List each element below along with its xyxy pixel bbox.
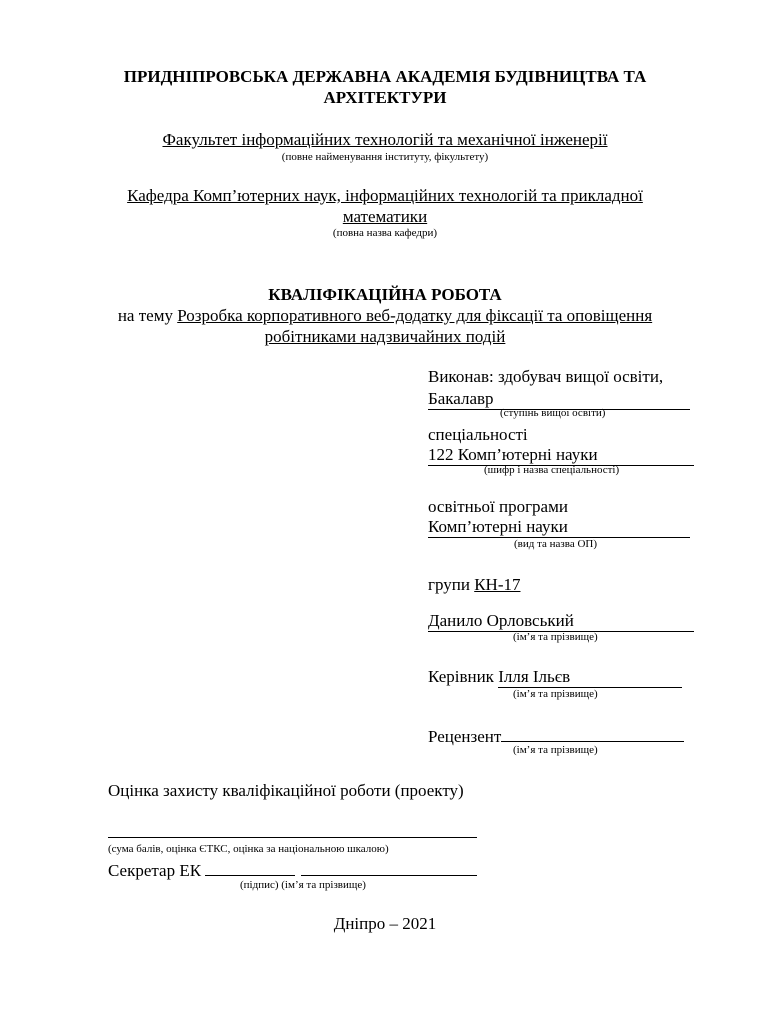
faculty-caption: (повне найменування інституту, фікультету) xyxy=(281,151,489,163)
supervisor-label: Керівник xyxy=(428,667,499,686)
work-topic-line1 xyxy=(0,305,770,326)
degree-caption: (ступінь вищої освіти) xyxy=(500,407,606,419)
secretary-name-blank xyxy=(301,857,477,876)
department-name-line2: математики xyxy=(342,207,428,226)
secretary-signature-blank xyxy=(205,857,295,876)
performed-label: Виконав: здобувач вищої освіти, xyxy=(428,367,664,386)
program-label: освітньої програми xyxy=(428,497,568,516)
program-caption: (вид та назва ОП) xyxy=(514,538,598,550)
topic-prefix: на тему xyxy=(117,306,178,325)
supervisor-line xyxy=(428,666,682,688)
reviewer-blank xyxy=(501,722,684,742)
department-caption: (повна назва кафедри) xyxy=(332,227,438,239)
specialty-caption: (шифр і назва спеціальності) xyxy=(484,464,620,476)
secretary-caption: (підпис) (ім’я та прізвище) xyxy=(240,879,366,891)
reviewer-caption: (ім’я та прізвище) xyxy=(513,744,598,756)
supervisor-caption: (ім’я та прізвище) xyxy=(513,688,598,700)
faculty-name: Факультет інформаційних технологій та механічної інженерії xyxy=(162,130,608,149)
work-title: КВАЛІФІКАЦІЙНА РОБОТА xyxy=(268,285,502,304)
work-topic-line2: робітниками надзвичайних подій xyxy=(264,327,506,346)
program-field xyxy=(428,516,690,538)
program-value: Комп’ютерні науки xyxy=(428,516,690,538)
degree-value: Бакалавр xyxy=(428,388,690,410)
reviewer-label: Рецензент xyxy=(428,727,502,746)
specialty-label: спеціальності xyxy=(428,425,528,444)
specialty-value: 122 Комп’ютерні науки xyxy=(428,444,694,466)
group-label: групи xyxy=(428,575,475,594)
grade-blank-line xyxy=(108,837,477,838)
group-value: КН-17 xyxy=(474,575,521,594)
author-name-field xyxy=(428,610,694,632)
group-line xyxy=(428,574,520,595)
author-name-caption: (ім’я та прізвище) xyxy=(513,631,598,643)
topic-text: Розробка корпоративного веб-додатку для фіксації та оповіщення xyxy=(177,306,653,325)
secretary-label: Секретар ЕК xyxy=(108,861,206,880)
academy-name-line2: АРХІТЕКТУРИ xyxy=(323,88,447,107)
supervisor-value: Ілля Ільєв xyxy=(498,666,682,688)
department-name-line1: Кафедра Комп’ютерних наук, інформаційних технологій та прикладної xyxy=(127,186,643,205)
city-year: Дніпро – 2021 xyxy=(333,914,437,933)
grade-label: Оцінка захисту кваліфікаційної роботи (проекту) xyxy=(108,781,464,800)
grade-caption: (сума балів, оцінка ЄТКС, оцінка за національною шкалою) xyxy=(108,843,389,855)
author-name-value: Данило Орловський xyxy=(428,610,694,632)
academy-name-line1: ПРИДНІПРОВСЬКА ДЕРЖАВНА АКАДЕМІЯ БУДІВНИЦТВА ТА xyxy=(123,67,647,86)
